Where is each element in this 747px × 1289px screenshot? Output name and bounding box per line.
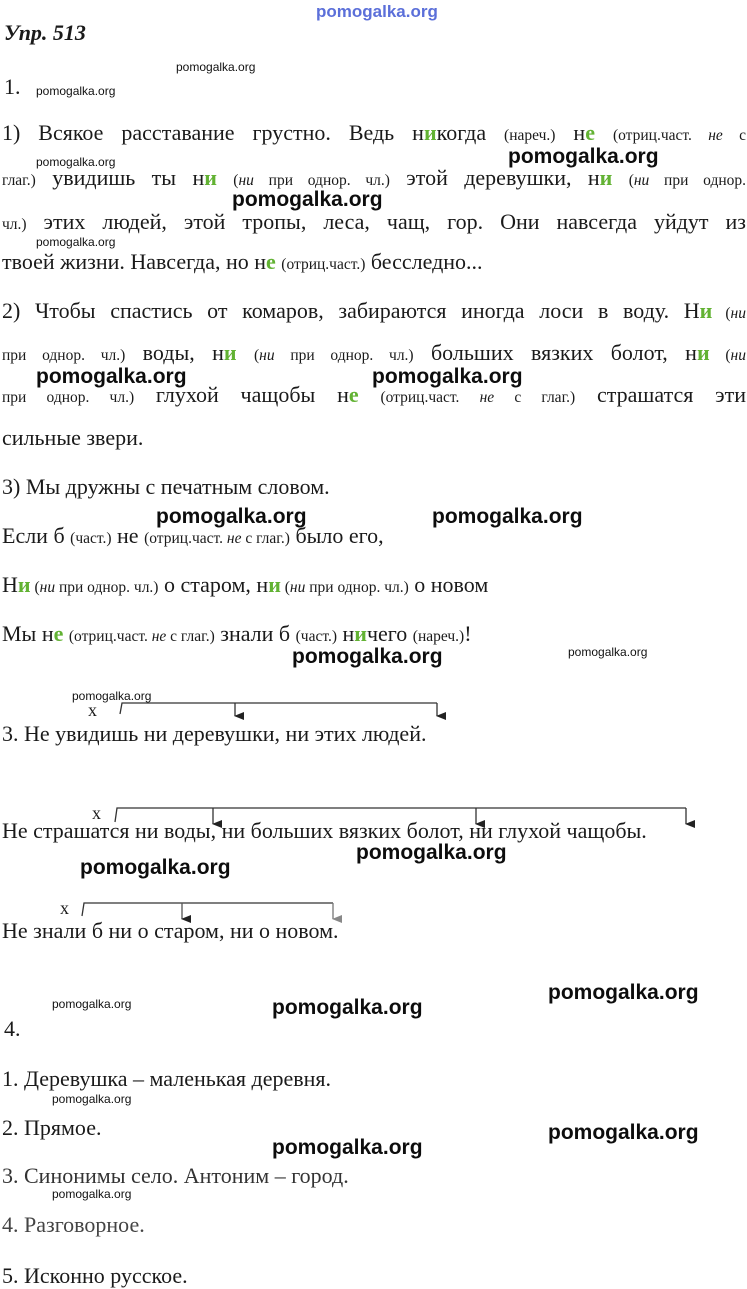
- paragraph-3-line: Ни (ни при однор. чл.) о старом, ни (ни при однор. чл.) о новом: [2, 572, 489, 597]
- paragraph-1-line: 1) Всякое расставание грустно. Ведь никогда (нареч.) не (отриц.част. не с: [2, 120, 746, 145]
- watermark: pomogalka.org: [36, 235, 116, 249]
- scheme-3-sentence: Не знали б ни о старом, ни о новом.: [2, 918, 339, 943]
- paragraph-2-line: при однор. чл.) глухой чащобы не (отриц.част. не с глаг.) страшатся эти: [2, 382, 746, 407]
- scheme-x-mark: x: [60, 898, 69, 918]
- watermark: pomogalka.org: [316, 2, 438, 21]
- watermark: pomogalka.org: [232, 188, 383, 211]
- paragraph-2-line: сильные звери.: [2, 425, 144, 450]
- paragraph-3-line: 3) Мы дружны с печатным словом.: [2, 474, 330, 499]
- watermark: pomogalka.org: [52, 1187, 132, 1201]
- watermark: pomogalka.org: [72, 689, 152, 703]
- section-number: 4.: [4, 1016, 21, 1041]
- paragraph-1-line: чл.) этих людей, этой тропы, леса, чащ, гор. Они навсегда уйдут из: [2, 209, 746, 234]
- paragraph-2-line: 2) Чтобы спастись от комаров, забираются иногда лоси в воду. Ни (ни: [2, 298, 746, 323]
- paragraph-3-line: Если б (част.) не (отриц.част. не с глаг.) было его,: [2, 523, 384, 548]
- watermark: pomogalka.org: [156, 505, 307, 528]
- watermark: pomogalka.org: [292, 645, 443, 668]
- watermark: pomogalka.org: [272, 1136, 423, 1159]
- watermark: pomogalka.org: [548, 1121, 699, 1144]
- scheme-1-sentence: 3. Не увидишь ни деревушки, ни этих людей.: [2, 721, 427, 746]
- paragraph-2-line: при однор. чл.) воды, ни (ни при однор. чл.) больших вязких болот, ни (ни: [2, 340, 746, 365]
- watermark: pomogalka.org: [52, 1092, 132, 1106]
- watermark: pomogalka.org: [80, 856, 231, 879]
- watermark: pomogalka.org: [568, 645, 648, 659]
- answer-item: 4. Разговорное.: [2, 1212, 145, 1237]
- watermark: pomogalka.org: [36, 84, 116, 98]
- watermark: pomogalka.org: [356, 841, 507, 864]
- watermark: pomogalka.org: [432, 505, 583, 528]
- watermark: pomogalka.org: [176, 60, 256, 74]
- scheme-x-mark: x: [92, 803, 101, 823]
- scheme-x-mark: x: [88, 700, 97, 720]
- answer-item: 1. Деревушка – маленькая деревня.: [2, 1066, 332, 1091]
- watermark: pomogalka.org: [508, 145, 659, 168]
- scheme-3-arrows: [82, 903, 333, 919]
- answer-item: 2. Прямое.: [2, 1115, 102, 1140]
- paragraph-1-line: твоей жизни. Навсегда, но не (отриц.част.) бесследно...: [2, 249, 483, 274]
- answer-item: 3. Синонимы село. Антоним – город.: [2, 1163, 349, 1188]
- scheme-2-sentence: Не страшатся ни воды, ни больших вязких болот, ни глухой чащобы.: [2, 818, 647, 843]
- watermark: pomogalka.org: [52, 997, 132, 1011]
- paragraph-3-line: Мы не (отриц.част. не с глаг.) знали б (част.) ничего (нареч.)!: [2, 621, 472, 646]
- section-number: 1.: [4, 74, 21, 99]
- watermark: pomogalka.org: [36, 365, 187, 388]
- watermark: pomogalka.org: [372, 365, 523, 388]
- watermark: pomogalka.org: [36, 155, 116, 169]
- watermark: pomogalka.org: [272, 996, 423, 1019]
- paragraph-1-line: глаг.) увидишь ты ни (ни при однор. чл.) этой деревушки, ни (ни при однор.: [2, 165, 747, 190]
- scheme-1-arrows: [120, 703, 437, 716]
- exercise-title: Упр. 513: [4, 20, 86, 45]
- watermark: pomogalka.org: [548, 981, 699, 1004]
- answer-item: 5. Исконно русское.: [2, 1263, 188, 1288]
